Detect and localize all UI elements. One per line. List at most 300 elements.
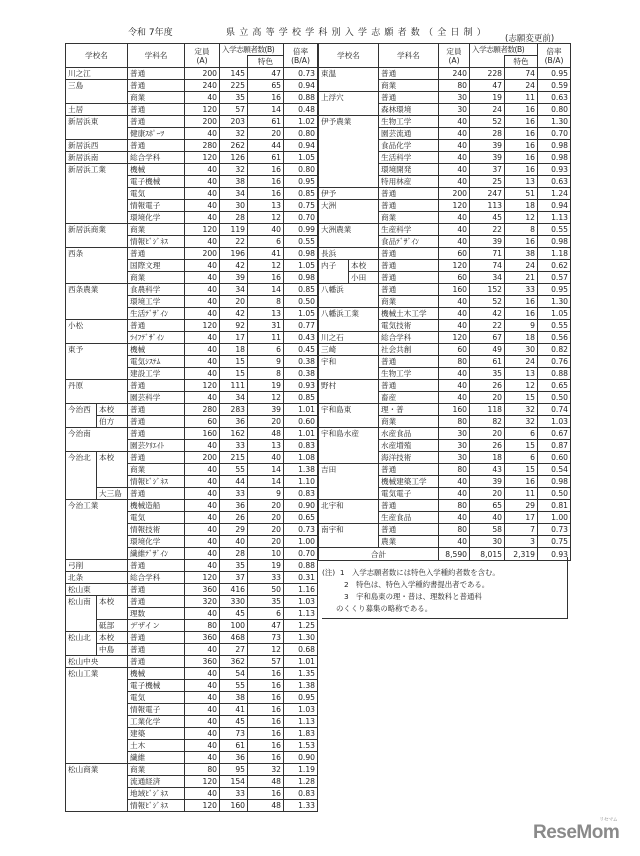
special-cell: 74 <box>505 68 538 80</box>
ratio-cell: 0.98 <box>538 140 571 152</box>
dept-name: 総合学科 <box>379 332 439 344</box>
table-row <box>66 668 318 680</box>
dept-name: 普通 <box>128 248 185 260</box>
applicants-cell: 22 <box>470 224 505 236</box>
branch-name: 砥部 <box>97 620 128 632</box>
dept-name: 普通 <box>128 584 185 596</box>
dept-name: 機械建築工学 <box>379 476 439 488</box>
table-row <box>66 320 318 332</box>
table-row <box>66 152 318 164</box>
special-cell: 16 <box>248 680 284 692</box>
special-cell: 38 <box>505 248 538 260</box>
ratio-cell: 0.83 <box>284 488 318 500</box>
ratio-header <box>538 44 571 68</box>
dept-name: 普通 <box>128 644 185 656</box>
table-row <box>319 284 571 296</box>
ratio-cell: 0.31 <box>284 572 318 584</box>
capacity-cell: 30 <box>439 428 470 440</box>
ratio-cell: 0.98 <box>538 236 571 248</box>
applicants-cell: 45 <box>220 608 248 620</box>
special-cell: 33 <box>248 572 284 584</box>
ratio-cell: 0.73 <box>538 524 571 536</box>
dept-name: 海洋技術 <box>379 452 439 464</box>
dept-name: 園芸流通 <box>379 128 439 140</box>
ratio-cell: 1.01 <box>284 428 318 440</box>
dept-name: 普通 <box>379 248 439 260</box>
dept-name: 国際文理 <box>128 260 185 272</box>
school-name: 伊予農業 <box>319 116 379 188</box>
applicants-cell: 57 <box>220 104 248 116</box>
dept-name: 森林環境 <box>379 104 439 116</box>
special-cell: 17 <box>505 512 538 524</box>
capacity-cell: 60 <box>439 344 470 356</box>
dept-name: 普通 <box>128 104 185 116</box>
capacity-cell: 360 <box>185 584 220 596</box>
applicants-cell: 36 <box>220 500 248 512</box>
header-row <box>319 44 571 56</box>
special-cell: 16 <box>248 704 284 716</box>
special-cell: 48 <box>248 776 284 788</box>
applicants-cell: 15 <box>220 368 248 380</box>
ratio-cell: 0.76 <box>538 356 571 368</box>
table-row <box>319 524 571 536</box>
applicants-cell: 39 <box>470 140 505 152</box>
capacity-cell: 40 <box>185 212 220 224</box>
special-cell: 39 <box>248 404 284 416</box>
branch-name: 中島 <box>97 644 128 656</box>
dept-name: 普通 <box>379 92 439 104</box>
ratio-cell: 0.83 <box>284 440 318 452</box>
dept-name: 普通 <box>128 404 185 416</box>
special-cell: 13 <box>248 308 284 320</box>
capacity-cell: 40 <box>439 224 470 236</box>
applicants-cell: 215 <box>220 452 248 464</box>
capacity-cell: 160 <box>185 428 220 440</box>
dept-name: 工業化学 <box>128 716 185 728</box>
special-cell: 16 <box>505 164 538 176</box>
school-name: 松山東 <box>66 584 128 596</box>
note-3-cont: のくくり募集の略称である。 <box>336 604 433 613</box>
capacity-cell: 40 <box>185 716 220 728</box>
dept-name: 普通 <box>379 524 439 536</box>
school-name: 宇和 <box>319 356 379 380</box>
school-name: 新居浜商業 <box>66 224 128 248</box>
special-cell: 3 <box>505 536 538 548</box>
total-ratio: 0.93 <box>538 548 571 561</box>
capacity-cell: 80 <box>185 764 220 776</box>
capacity-cell: 30 <box>439 452 470 464</box>
dept-name: 環境化学 <box>128 212 185 224</box>
applicants-cell: 67 <box>470 332 505 344</box>
school-name: 今治工業 <box>66 500 128 560</box>
special-cell: 16 <box>248 740 284 752</box>
ratio-cell: 0.50 <box>538 488 571 500</box>
school-name: 八幡浜工業 <box>319 308 379 332</box>
capacity-cell: 40 <box>439 536 470 548</box>
applicants-cell: 34 <box>470 272 505 284</box>
school-name: 新居浜南 <box>66 152 128 164</box>
ratio-cell: 0.65 <box>538 380 571 392</box>
fiscal-year: 令和 7年度 <box>128 28 173 38</box>
special-cell: 24 <box>505 356 538 368</box>
special-cell: 20 <box>248 128 284 140</box>
capacity-cell: 120 <box>185 152 220 164</box>
dept-name: 情報ﾋﾞｼﾞﾈｽ <box>128 236 185 248</box>
dept-name: 食農科学 <box>128 284 185 296</box>
ratio-cell: 1.38 <box>284 464 318 476</box>
dept-name: 普通 <box>379 464 439 476</box>
school-name: 土居 <box>66 104 128 116</box>
school-name: 宇和島東 <box>319 404 379 428</box>
dept-name: 水産食品 <box>379 428 439 440</box>
capacity-cell: 40 <box>185 344 220 356</box>
special-cell: 16 <box>248 176 284 188</box>
ratio-cell: 1.33 <box>284 800 318 812</box>
dept-name: 電気電子 <box>379 488 439 500</box>
special-cell: 51 <box>505 188 538 200</box>
capacity-cell: 40 <box>439 116 470 128</box>
capacity-cell: 360 <box>185 632 220 644</box>
table-row <box>66 344 318 356</box>
ratio-label: 倍率 <box>546 46 562 56</box>
ratio-cell: 1.30 <box>538 116 571 128</box>
capacity-cell: 120 <box>185 224 220 236</box>
special-cell: 16 <box>248 728 284 740</box>
ratio-cell: 0.50 <box>538 392 571 404</box>
dept-name: 普通 <box>128 320 185 332</box>
special-cell: 19 <box>248 380 284 392</box>
capacity-cell: 40 <box>439 164 470 176</box>
dept-name: デザイン <box>128 620 185 632</box>
applicants-cell: 468 <box>220 632 248 644</box>
applicants-cell: 18 <box>470 452 505 464</box>
dept-header: 学科名 <box>128 44 185 68</box>
special-cell: 8 <box>248 368 284 380</box>
ratio-cell: 0.60 <box>538 452 571 464</box>
dept-name: 情報ﾋﾞｼﾞﾈｽ <box>128 476 185 488</box>
table-row <box>319 92 571 104</box>
capacity-cell: 40 <box>439 308 470 320</box>
total-label: 合計 <box>319 548 439 561</box>
applicants-cell: 203 <box>220 116 248 128</box>
special-cell: 48 <box>248 800 284 812</box>
table-row <box>319 356 571 368</box>
table-row <box>319 380 571 392</box>
dept-name: 生産科学 <box>379 224 439 236</box>
special-cell: 16 <box>505 308 538 320</box>
capacity-cell: 120 <box>439 260 470 272</box>
capacity-cell: 40 <box>185 440 220 452</box>
ratio-cell: 1.35 <box>284 668 318 680</box>
dept-name: 普通 <box>128 596 185 608</box>
special-cell: 16 <box>248 752 284 764</box>
applicants-cell: 73 <box>220 728 248 740</box>
capacity-cell: 40 <box>185 296 220 308</box>
table-row <box>66 80 318 92</box>
special-cell: 11 <box>248 332 284 344</box>
special-cell: 44 <box>248 140 284 152</box>
ratio-cell: 0.81 <box>538 500 571 512</box>
capacity-cell: 60 <box>439 272 470 284</box>
special-cell: 61 <box>248 116 284 128</box>
dept-name: 情報電子 <box>128 200 185 212</box>
capacity-cell: 200 <box>185 68 220 80</box>
special-cell: 6 <box>248 236 284 248</box>
table-row <box>319 500 571 512</box>
table-row <box>66 416 318 428</box>
pre-change-note: (志願変更前) <box>505 34 555 44</box>
school-name: 小松 <box>66 320 128 344</box>
table-row <box>66 404 318 416</box>
special-cell: 16 <box>505 116 538 128</box>
capacity-cell: 40 <box>185 752 220 764</box>
special-cell: 16 <box>248 188 284 200</box>
applicants-table-left <box>65 43 318 812</box>
special-cell: 35 <box>248 596 284 608</box>
dept-name: 地域ﾋﾞｼﾞﾈｽ <box>128 788 185 800</box>
applicants-cell: 44 <box>220 476 248 488</box>
applicants-cell: 65 <box>470 500 505 512</box>
table-row <box>66 452 318 464</box>
applicants-cell: 82 <box>470 416 505 428</box>
dept-name: 機械造船 <box>128 500 185 512</box>
capacity-cell: 80 <box>439 356 470 368</box>
ratio-cell: 0.90 <box>284 752 318 764</box>
note-2: 2 特色は、特色入学種約書提出者である。 <box>344 580 490 589</box>
school-name: 新居浜東 <box>66 116 128 140</box>
capacity-cell: 40 <box>185 464 220 476</box>
capacity-cell: 40 <box>185 332 220 344</box>
special-header: 特色 <box>505 56 538 68</box>
branch-name: 本校 <box>97 404 128 416</box>
capacity-cell: 40 <box>185 740 220 752</box>
table-row <box>319 464 571 476</box>
capacity-cell: 40 <box>439 512 470 524</box>
school-name: 大洲農業 <box>319 224 379 248</box>
dept-name: 電子機械 <box>128 680 185 692</box>
capacity-cell: 160 <box>439 404 470 416</box>
applicants-cell: 55 <box>220 680 248 692</box>
dept-name: 食品ﾃﾞｻﾞｲﾝ <box>379 236 439 248</box>
capacity-cell: 40 <box>185 512 220 524</box>
special-cell: 20 <box>248 500 284 512</box>
branch-name: 本校 <box>97 596 128 620</box>
dept-name: 普通 <box>128 428 185 440</box>
special-cell: 20 <box>248 416 284 428</box>
school-name: 新居浜工業 <box>66 164 128 224</box>
ratio-cell: 0.95 <box>284 176 318 188</box>
applicants-cell: 58 <box>470 524 505 536</box>
dept-name: 普通 <box>128 380 185 392</box>
capacity-cell: 320 <box>185 596 220 608</box>
school-header: 学校名 <box>319 44 379 68</box>
special-cell: 12 <box>505 380 538 392</box>
special-cell: 13 <box>505 368 538 380</box>
ratio-cell: 0.67 <box>538 428 571 440</box>
applicants-cell: 262 <box>220 140 248 152</box>
applicants-cell: 26 <box>470 440 505 452</box>
school-name: 上浮穴 <box>319 92 379 116</box>
applicants-cell: 33 <box>220 488 248 500</box>
branch-name: 大三島 <box>97 488 128 500</box>
dept-name: 普通 <box>379 380 439 392</box>
ratio-cell: 1.03 <box>284 596 318 608</box>
table-row <box>66 68 318 80</box>
document-title: 県立高等学校学科別入学志願者数（全日制） <box>226 28 491 38</box>
applicants-cell: 45 <box>470 212 505 224</box>
capacity-cell: 40 <box>185 92 220 104</box>
ratio-cell: 0.55 <box>538 224 571 236</box>
applicants-cell: 145 <box>220 68 248 80</box>
special-cell: 16 <box>505 236 538 248</box>
ratio-cell: 0.55 <box>538 320 571 332</box>
applicants-cell: 30 <box>220 200 248 212</box>
capacity-cell: 240 <box>185 80 220 92</box>
capacity-cell: 280 <box>185 404 220 416</box>
special-cell: 24 <box>505 80 538 92</box>
special-cell: 16 <box>505 140 538 152</box>
applicants-cell: 15 <box>220 356 248 368</box>
dept-name: 生物工学 <box>379 368 439 380</box>
school-name: 内子 <box>319 260 349 284</box>
applicants-cell: 25 <box>470 176 505 188</box>
dept-name: 普通 <box>128 80 185 92</box>
ratio-cell: 1.13 <box>538 212 571 224</box>
ratio-cell: 0.99 <box>284 224 318 236</box>
ratio-cell: 1.38 <box>284 680 318 692</box>
capacity-cell: 40 <box>185 500 220 512</box>
applicants-cell: 330 <box>220 596 248 608</box>
dept-name: 水産増殖 <box>379 440 439 452</box>
special-cell: 14 <box>248 476 284 488</box>
dept-name: 普通 <box>128 416 185 428</box>
dept-name: 電子機械 <box>128 176 185 188</box>
dept-name: 園芸ｸﾘｴｲﾄ <box>128 440 185 452</box>
applicants-cell: 22 <box>470 320 505 332</box>
ratio-cell: 0.80 <box>538 104 571 116</box>
special-cell: 6 <box>248 344 284 356</box>
applicants-cell: 118 <box>470 404 505 416</box>
special-cell: 11 <box>505 92 538 104</box>
applicants-cell: 20 <box>470 488 505 500</box>
applicants-cell: 45 <box>220 716 248 728</box>
dept-name: 繊維 <box>128 752 185 764</box>
school-name: 三島 <box>66 80 128 104</box>
ratio-cell: 0.85 <box>284 284 318 296</box>
dept-name: 生産食品 <box>379 512 439 524</box>
ratio-cell: 0.88 <box>538 368 571 380</box>
special-cell: 47 <box>248 620 284 632</box>
capacity-cell: 40 <box>439 368 470 380</box>
capacity-label: 定員 <box>446 46 462 56</box>
capacity-cell: 40 <box>439 212 470 224</box>
dept-name: 普通 <box>128 560 185 572</box>
ratio-cell: 1.30 <box>284 632 318 644</box>
dept-name: 普通 <box>379 272 439 284</box>
applicants-cell: 24 <box>470 104 505 116</box>
applicants-cell: 38 <box>220 176 248 188</box>
dept-name: 普通 <box>128 140 185 152</box>
capacity-cell: 80 <box>439 80 470 92</box>
capacity-cell: 40 <box>185 368 220 380</box>
table-row <box>66 284 318 296</box>
ratio-label: 倍率 <box>292 46 309 56</box>
table-row <box>319 248 571 260</box>
capacity-cell: 80 <box>439 524 470 536</box>
ratio-cell: 1.19 <box>284 764 318 776</box>
table-row <box>66 488 318 500</box>
capacity-cell: 60 <box>185 416 220 428</box>
special-cell: 12 <box>505 212 538 224</box>
special-cell: 14 <box>248 284 284 296</box>
school-name: 伊予 <box>319 188 379 200</box>
school-name: 南宇和 <box>319 524 379 548</box>
dept-name: 普通 <box>379 356 439 368</box>
ratio-cell: 0.73 <box>284 68 318 80</box>
capacity-cell: 80 <box>439 416 470 428</box>
school-name: 西条農業 <box>66 284 128 320</box>
capacity-cell: 40 <box>185 668 220 680</box>
special-cell: 15 <box>505 464 538 476</box>
ratio-cell: 0.63 <box>538 176 571 188</box>
applicants-cell: 111 <box>220 380 248 392</box>
table-row <box>66 164 318 176</box>
dept-name: 商業 <box>128 272 185 284</box>
special-cell: 16 <box>505 128 538 140</box>
capacity-cell: 30 <box>439 104 470 116</box>
special-cell: 12 <box>248 392 284 404</box>
special-cell: 50 <box>248 584 284 596</box>
applicants-cell: 28 <box>220 212 248 224</box>
ratio-cell: 0.57 <box>538 272 571 284</box>
ratio-cell: 0.70 <box>284 548 318 560</box>
applicants-cell: 36 <box>220 416 248 428</box>
ratio-cell: 0.93 <box>284 380 318 392</box>
dept-name: 情報技術 <box>128 524 185 536</box>
applicants-cell: 247 <box>470 188 505 200</box>
capacity-cell: 40 <box>439 140 470 152</box>
dept-name: 普通 <box>379 260 439 272</box>
dept-name: 理・普 <box>379 404 439 416</box>
special-cell: 6 <box>505 452 538 464</box>
ratio-cell: 1.10 <box>284 476 318 488</box>
school-name: 松山工業 <box>66 668 128 764</box>
special-cell: 15 <box>505 392 538 404</box>
special-cell: 21 <box>505 272 538 284</box>
applicants-cell: 17 <box>220 332 248 344</box>
school-name: 新居浜西 <box>66 140 128 152</box>
table-row <box>319 308 571 320</box>
school-name: 東予 <box>66 344 128 380</box>
ratio-cell: 0.95 <box>538 284 571 296</box>
ratio-cell: 0.93 <box>538 164 571 176</box>
dept-name: 特用林産 <box>379 176 439 188</box>
special-cell: 16 <box>248 668 284 680</box>
ratio-header <box>284 44 318 68</box>
special-cell: 33 <box>505 284 538 296</box>
table-row <box>66 380 318 392</box>
note-prefix: (注) <box>322 568 336 577</box>
dept-name: 社会共創 <box>379 344 439 356</box>
ratio-cell: 0.94 <box>284 140 318 152</box>
ratio-cell: 0.59 <box>538 80 571 92</box>
table-row <box>66 764 318 776</box>
capacity-cell: 40 <box>185 692 220 704</box>
ratio-cell: 0.68 <box>284 644 318 656</box>
school-name: 松山中央 <box>66 656 128 668</box>
school-name: 丹原 <box>66 380 128 404</box>
capacity-label: 定員 <box>194 46 210 56</box>
